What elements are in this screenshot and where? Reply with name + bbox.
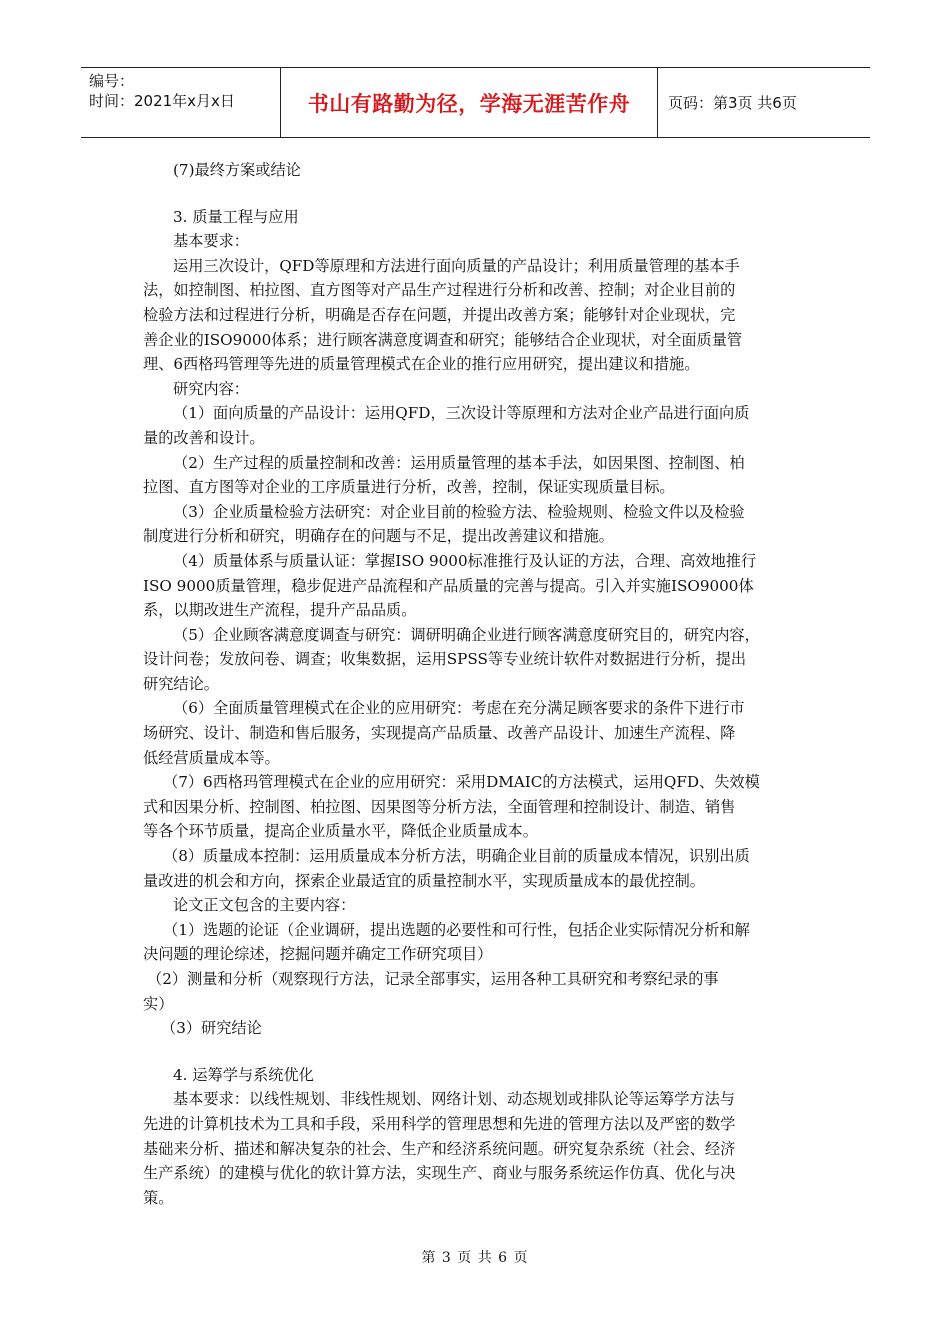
- paragraph-line: （7）6西格玛管理模式在企业的应用研究：采用DMAIC的方法模式，运用QFD、失效模: [163, 773, 760, 792]
- paragraph-line: 检验方法和过程进行分析，明确是否存在问题，并提出改善方案；能够针对企业现状，完: [143, 305, 736, 324]
- paragraph-line: （5）企业顾客满意度调查与研究：调研明确企业进行顾客满意度研究目的，研究内容，: [173, 625, 760, 644]
- paragraph-line: 法，如控制图、柏拉图、直方图等对产品生产过程进行分析和改善、控制；对企业目前的: [143, 281, 736, 300]
- paragraph-line: 运用三次设计，QFD等原理和方法进行面向质量的产品设计；利用质量管理的基本手: [173, 256, 740, 275]
- paragraph-line: 研究结论。: [143, 674, 219, 693]
- paragraph-line: 生产系统）的建模与优化的软计算方法，实现生产、商业与服务系统运作仿真、优化与决: [143, 1164, 736, 1183]
- paragraph-line: （2）测量和分析（观察现行方法，记录全部事实，运用各种工具研究和考察纪录的事: [147, 970, 719, 988]
- paragraph-line: （3）企业质量检验方法研究：对企业目前的检验方法、检验规则、检验文件以及检验: [173, 502, 745, 521]
- paragraph-line: 量改进的机会和方向，探索企业最适宜的质量控制水平，实现质量成本的最优控制。: [143, 871, 705, 890]
- paragraph-line: 系，以期改进生产流程，提升产品品质。: [143, 601, 417, 620]
- paragraph-line: （4）质量体系与质量认证：掌握ISO 9000标准推行及认证的方法，合理、高效地推行: [173, 551, 757, 570]
- page-footer: 第 3 页 共 6 页: [421, 1250, 529, 1266]
- paragraph-line: 基本要求：: [173, 232, 249, 251]
- paragraph-line: （1）面向质量的产品设计：运用QFD，三次设计等原理和方法对企业产品进行面向质: [173, 404, 750, 423]
- page-header: [81, 67, 870, 138]
- paragraph-line: 制度进行分析和研究，明确存在的问题与不足，提出改善建议和措施。: [143, 527, 614, 546]
- paragraph-line: 策。: [143, 1188, 174, 1207]
- paragraph-line: 先进的计算机技术为工具和手段，采用科学的管理思想和先进的管理方法以及严密的数学: [143, 1114, 736, 1133]
- paragraph-line: 拉图、直方图等对企业的工序质量进行分析，改善，控制，保证实现质量目标。: [143, 478, 675, 497]
- paragraph-line: 量的改善和设计。: [143, 428, 265, 447]
- paragraph-line: 等各个环节质量，提高企业质量水平，降低企业质量成本。: [143, 822, 538, 841]
- paragraph-line: ISO 9000质量管理，稳步促进产品流程和产品质量的完善与提高。引入并实施ISO9000体: [143, 576, 754, 595]
- header-page-number: 页码：第3页 共6页: [668, 94, 797, 112]
- paragraph-line: 研究内容：: [173, 379, 249, 398]
- paragraph-line: 式和因果分析、控制图、柏拉图、因果图等分析方法，全面管理和控制设计、制造、销售: [143, 797, 736, 816]
- section-heading: 3. 质量工程与应用: [173, 207, 299, 226]
- paragraph-line: 论文正文包含的主要内容：: [173, 896, 356, 915]
- paragraph-line: 低经营质量成本等。: [143, 748, 280, 767]
- paragraph-line: （8）质量成本控制：运用质量成本分析方法，明确企业目前的质量成本情况，识别出质: [163, 847, 750, 866]
- paragraph-line: （3）研究结论: [161, 1019, 262, 1038]
- date-label: 时间：2021年x月x日: [89, 92, 235, 110]
- section-heading: 4. 运筹学与系统优化: [173, 1065, 314, 1084]
- paragraph-line: （1）选题的论证（企业调研，提出选题的必要性和可行性，包括企业实际情况分析和解: [163, 920, 750, 939]
- paragraph-line: （6）全面质量管理模式在企业的应用研究：考虑在充分满足顾客要求的条件下进行市: [173, 699, 745, 718]
- header-meta: [81, 68, 281, 137]
- paragraph-line: 善企业的ISO9000体系；进行顾客满意度调查和研究；能够结合企业现状，对全面质量管: [143, 330, 743, 349]
- header-motto: 书山有路勤为径，学海无涯苦作舟: [281, 68, 658, 137]
- paragraph-line: 场研究、设计、制造和售后服务，实现提高产品质量、改善产品设计、加速生产流程、降: [143, 724, 736, 743]
- paragraph-line: 实）: [143, 994, 174, 1013]
- paragraph-line: 理、6西格玛管理等先进的质量管理模式在企业的推行应用研究，提出建议和措施。: [143, 355, 700, 374]
- paragraph-line: 决问题的理论综述，挖掘问题并确定工作研究项目）: [143, 945, 493, 964]
- paragraph-line: 基础来分析、描述和解决复杂的社会、生产和经济系统问题。研究复杂系统（社会、经济: [143, 1139, 736, 1158]
- paragraph-line: 设计问卷；发放问卷、调查；收集数据，运用SPSS等专业统计软件对数据进行分析，提出: [143, 650, 747, 669]
- number-label: 编号：: [89, 72, 135, 90]
- document-body: [143, 158, 810, 1210]
- paragraph-line: 基本要求：以线性规划、非线性规划、网络计划、动态规划或排队论等运筹学方法与: [173, 1090, 735, 1109]
- paragraph-line: （2）生产过程的质量控制和改善：运用质量管理的基本手法，如因果图、控制图、柏: [173, 453, 745, 472]
- paragraph-line: (7)最终方案或结论: [173, 161, 301, 179]
